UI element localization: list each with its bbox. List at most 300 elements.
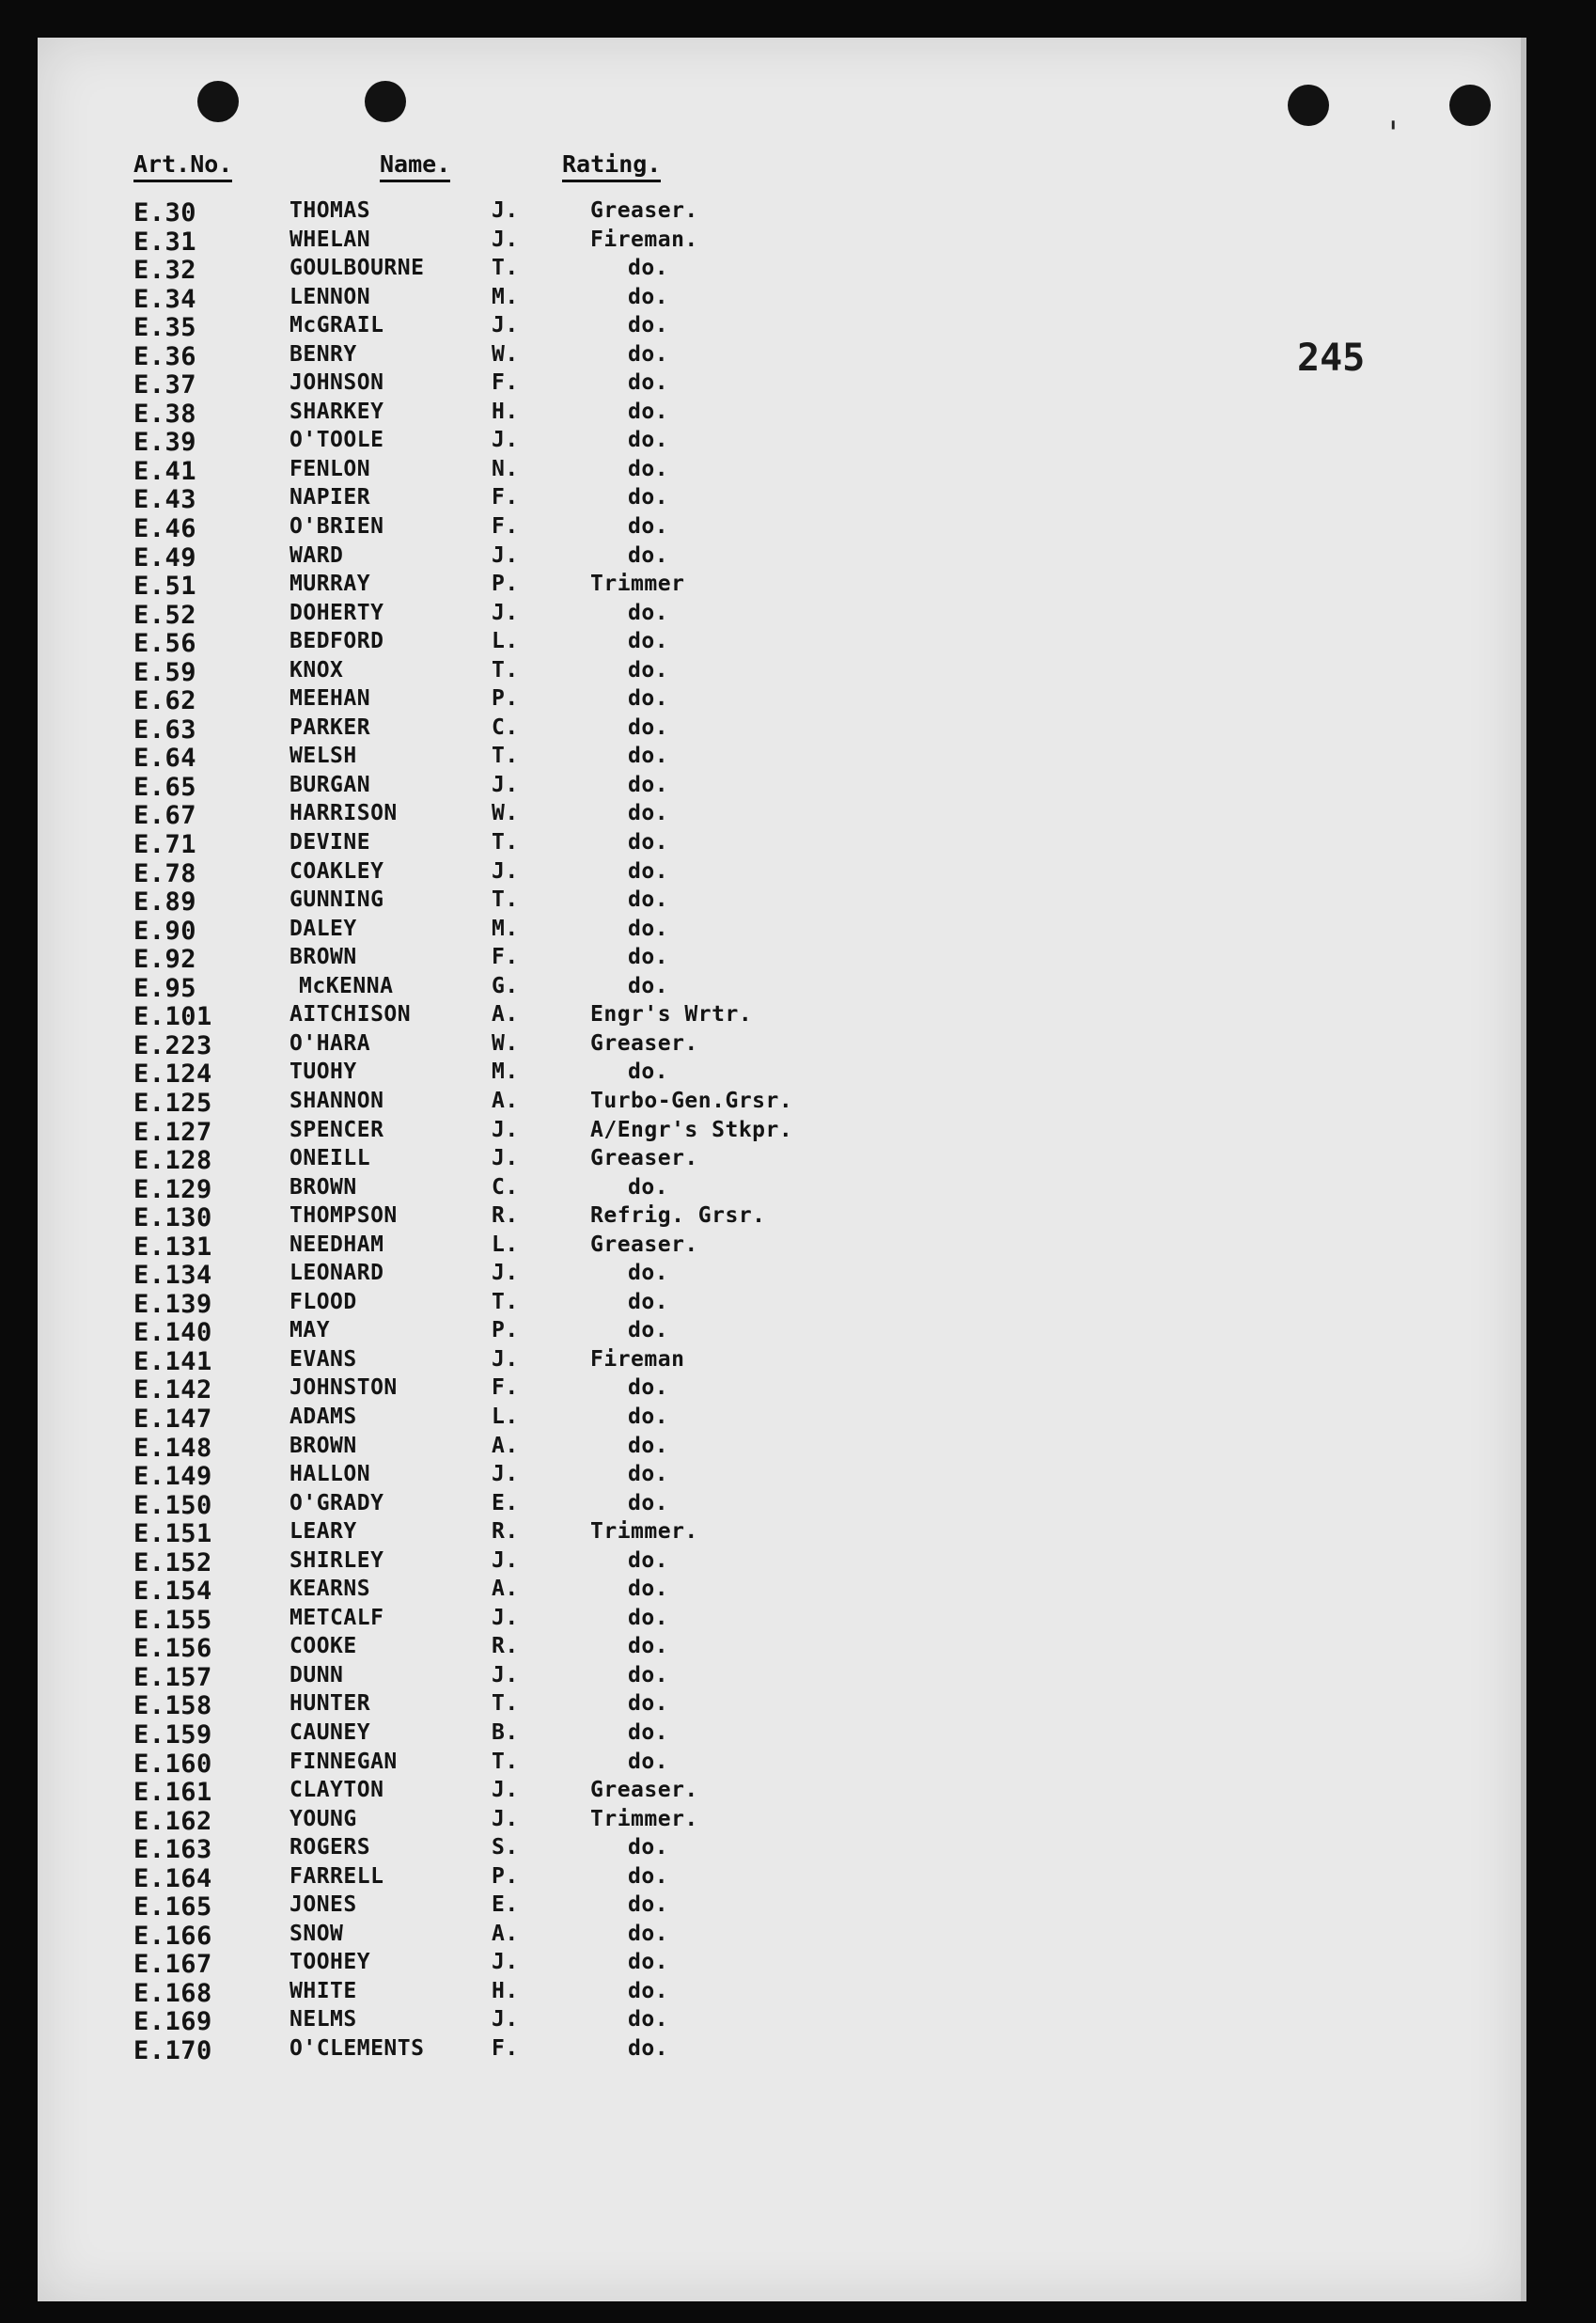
art-number: E.89 <box>133 887 197 918</box>
art-number: E.164 <box>133 1863 212 1893</box>
crew-initial: T. <box>492 657 519 683</box>
art-number: E.46 <box>133 514 197 544</box>
crew-initial: A. <box>492 1577 519 1602</box>
crew-initial: W. <box>492 801 519 826</box>
crew-rating: Greaser. <box>590 1778 698 1803</box>
crew-initial: J. <box>492 1662 519 1687</box>
art-number: E.101 <box>133 1002 212 1032</box>
crew-name: GOULBOURNE <box>289 256 425 281</box>
crew-name: WHELAN <box>289 227 371 252</box>
table-row <box>38 773 1521 802</box>
punch-hole <box>1449 85 1491 126</box>
table-row <box>38 1835 1521 1864</box>
art-number: E.159 <box>133 1719 212 1750</box>
crew-initial: J. <box>492 772 519 797</box>
crew-name: WARD <box>289 542 344 568</box>
crew-name: WHITE <box>289 1978 357 2003</box>
art-number: E.170 <box>133 2036 212 2065</box>
crew-name: O'TOOLE <box>289 428 384 453</box>
crew-initial: A. <box>492 1088 519 1113</box>
crew-rating: Refrig. Grsr. <box>590 1203 766 1229</box>
crew-rating: do. <box>628 284 669 309</box>
art-number: E.95 <box>133 973 197 1003</box>
crew-name: FINNEGAN <box>289 1749 398 1774</box>
table-row <box>38 1203 1521 1232</box>
table-row <box>38 629 1521 658</box>
art-number: E.90 <box>133 916 197 946</box>
crew-rating: do. <box>628 1634 669 1659</box>
table-row <box>38 887 1521 917</box>
crew-rating: do. <box>628 1059 669 1085</box>
table-row <box>38 285 1521 314</box>
crew-name: SNOW <box>289 1921 344 1946</box>
table-row <box>38 1261 1521 1290</box>
art-number: E.165 <box>133 1892 212 1923</box>
table-row <box>38 1405 1521 1434</box>
crew-name: MAY <box>289 1318 331 1343</box>
art-number: E.160 <box>133 1749 212 1779</box>
table-row <box>38 830 1521 859</box>
crew-name: SHIRLEY <box>289 1547 384 1573</box>
crew-initial: C. <box>492 714 519 740</box>
crew-name: COOKE <box>289 1634 357 1659</box>
crew-rating: do. <box>628 428 669 453</box>
art-number: E.142 <box>133 1375 212 1405</box>
art-number: E.166 <box>133 1921 212 1951</box>
page-edge <box>1521 38 1526 2301</box>
crew-rating: Trimmer. <box>590 1519 698 1545</box>
crew-initial: T. <box>492 1691 519 1717</box>
table-row <box>38 1491 1521 1520</box>
table-row <box>38 658 1521 687</box>
crew-rating: do. <box>628 686 669 712</box>
crew-initial: J. <box>492 1547 519 1573</box>
table-row <box>38 1347 1521 1376</box>
crew-rating: Trimmer <box>590 572 685 597</box>
art-number: E.129 <box>133 1174 212 1204</box>
table-row <box>38 1606 1521 1635</box>
crew-initial: J. <box>492 542 519 568</box>
punch-hole <box>197 81 239 122</box>
crew-name: LEARY <box>289 1519 357 1545</box>
crew-initial: J. <box>492 227 519 252</box>
art-number: E.41 <box>133 456 197 486</box>
table-row <box>38 1290 1521 1319</box>
art-number: E.134 <box>133 1261 212 1291</box>
art-number: E.147 <box>133 1404 212 1434</box>
crew-initial: J. <box>492 1346 519 1372</box>
crew-rating: Greaser. <box>590 1030 698 1056</box>
crew-initial: A. <box>492 1921 519 1946</box>
art-number: E.36 <box>133 341 197 371</box>
crew-rating: do. <box>628 887 669 913</box>
art-number: E.63 <box>133 714 197 745</box>
crew-initial: J. <box>492 1117 519 1142</box>
crew-rating: Fireman <box>590 1346 685 1372</box>
crew-name: ONEILL <box>289 1146 371 1171</box>
crew-initial: L. <box>492 1232 519 1257</box>
art-number: E.59 <box>133 657 197 687</box>
table-row <box>38 1462 1521 1491</box>
crew-initial: P. <box>492 1318 519 1343</box>
corner-mark: ' <box>1384 115 1403 152</box>
crew-name: YOUNG <box>289 1806 357 1831</box>
crew-rating: do. <box>628 1892 669 1918</box>
crew-rating: Greaser. <box>590 198 698 223</box>
crew-rating: do. <box>628 485 669 510</box>
crew-name: BROWN <box>289 1433 357 1458</box>
crew-name: CAUNEY <box>289 1719 371 1745</box>
crew-rating: do. <box>628 2007 669 2033</box>
crew-initial: B. <box>492 1719 519 1745</box>
crew-name: SHARKEY <box>289 399 384 424</box>
crew-rating: do. <box>628 1289 669 1314</box>
table-row <box>38 1375 1521 1405</box>
art-number: E.71 <box>133 830 197 860</box>
table-row <box>38 1175 1521 1204</box>
crew-name: FLOOD <box>289 1289 357 1314</box>
crew-initial: H. <box>492 399 519 424</box>
table-row <box>38 1979 1521 2008</box>
crew-name: AITCHISON <box>289 1002 412 1028</box>
crew-initial: J. <box>492 2007 519 2033</box>
crew-rating: Turbo-Gen.Grsr. <box>590 1088 793 1113</box>
crew-rating: do. <box>628 1662 669 1687</box>
art-number: E.141 <box>133 1346 212 1376</box>
crew-name: PARKER <box>289 714 371 740</box>
crew-rating: do. <box>628 1691 669 1717</box>
header-rating: Rating. <box>562 150 661 182</box>
art-number: E.154 <box>133 1577 212 1607</box>
crew-rating: do. <box>628 456 669 481</box>
crew-rating: do. <box>628 1950 669 1975</box>
art-number: E.140 <box>133 1318 212 1348</box>
table-row <box>38 1031 1521 1060</box>
crew-initial: J. <box>492 313 519 338</box>
header-art-no: Art.No. <box>133 150 232 182</box>
crew-name: DALEY <box>289 916 357 941</box>
crew-name: SPENCER <box>289 1117 384 1142</box>
page-number: 245 <box>1297 337 1366 380</box>
crew-rating: do. <box>628 1433 669 1458</box>
crew-rating: Greaser. <box>590 1146 698 1171</box>
crew-name: JONES <box>289 1892 357 1918</box>
crew-rating: do. <box>628 744 669 769</box>
crew-initial: T. <box>492 1749 519 1774</box>
crew-rating: do. <box>628 858 669 884</box>
table-row <box>38 1922 1521 1951</box>
crew-rating: Fireman. <box>590 227 698 252</box>
art-number: E.34 <box>133 284 197 314</box>
crew-rating: do. <box>628 1921 669 1946</box>
crew-initial: E. <box>492 1490 519 1515</box>
table-row <box>38 485 1521 514</box>
art-number: E.168 <box>133 1978 212 2008</box>
crew-name: HUNTER <box>289 1691 371 1717</box>
crew-name: O'GRADY <box>289 1490 384 1515</box>
crew-initial: E. <box>492 1892 519 1918</box>
art-number: E.131 <box>133 1232 212 1262</box>
art-number: E.78 <box>133 858 197 888</box>
crew-name: BURGAN <box>289 772 371 797</box>
art-number: E.39 <box>133 428 197 458</box>
art-number: E.92 <box>133 945 197 975</box>
crew-rating: do. <box>628 801 669 826</box>
art-number: E.124 <box>133 1059 212 1090</box>
crew-name: GUNNING <box>289 887 384 913</box>
table-row <box>38 1232 1521 1262</box>
crew-initial: J. <box>492 1462 519 1487</box>
crew-name: ROGERS <box>289 1835 371 1860</box>
table-row <box>38 256 1521 285</box>
crew-name: O'CLEMENTS <box>289 2036 425 2061</box>
crew-initial: G. <box>492 973 519 998</box>
crew-name: McKENNA <box>299 973 394 998</box>
art-number: E.128 <box>133 1146 212 1176</box>
crew-name: O'BRIEN <box>289 514 384 540</box>
table-row <box>38 1750 1521 1779</box>
table-row <box>38 715 1521 745</box>
crew-rating: do. <box>628 772 669 797</box>
crew-initial: F. <box>492 514 519 540</box>
crew-rating: do. <box>628 256 669 281</box>
art-number: E.31 <box>133 227 197 257</box>
crew-rating: do. <box>628 370 669 396</box>
art-number: E.65 <box>133 772 197 802</box>
table-row <box>38 1807 1521 1836</box>
crew-rating: do. <box>628 1605 669 1630</box>
art-number: E.167 <box>133 1950 212 1980</box>
table-row <box>38 1434 1521 1463</box>
table-row <box>38 1691 1521 1720</box>
crew-rating: do. <box>628 714 669 740</box>
crew-initial: T. <box>492 744 519 769</box>
crew-initial: W. <box>492 341 519 367</box>
crew-initial: A. <box>492 1433 519 1458</box>
crew-name: DUNN <box>289 1662 344 1687</box>
crew-rating: Trimmer. <box>590 1806 698 1831</box>
art-number: E.161 <box>133 1778 212 1808</box>
crew-initial: J. <box>492 1806 519 1831</box>
crew-name: FARRELL <box>289 1863 384 1889</box>
table-row <box>38 400 1521 429</box>
art-number: E.125 <box>133 1088 212 1118</box>
crew-initial: J. <box>492 198 519 223</box>
table-row <box>38 342 1521 371</box>
crew-rating: do. <box>628 1978 669 2003</box>
crew-initial: J. <box>492 600 519 625</box>
crew-initial: C. <box>492 1174 519 1200</box>
crew-name: NEEDHAM <box>289 1232 384 1257</box>
crew-name: THOMAS <box>289 198 371 223</box>
table-row <box>38 917 1521 946</box>
art-number: E.43 <box>133 485 197 515</box>
art-number: E.163 <box>133 1835 212 1865</box>
table-row <box>38 744 1521 773</box>
crew-initial: F. <box>492 945 519 970</box>
crew-name: THOMPSON <box>289 1203 398 1229</box>
crew-rating: do. <box>628 1174 669 1200</box>
table-row <box>38 801 1521 830</box>
art-number: E.223 <box>133 1030 212 1060</box>
crew-rating: do. <box>628 1404 669 1429</box>
crew-initial: N. <box>492 456 519 481</box>
table-row <box>38 601 1521 630</box>
crew-initial: J. <box>492 1146 519 1171</box>
art-number: E.139 <box>133 1289 212 1319</box>
crew-initial: L. <box>492 629 519 654</box>
art-number: E.148 <box>133 1433 212 1463</box>
crew-rating: do. <box>628 313 669 338</box>
crew-initial: F. <box>492 2036 519 2061</box>
crew-rating: do. <box>628 1719 669 1745</box>
crew-rating: do. <box>628 916 669 941</box>
table-row <box>38 1720 1521 1750</box>
crew-name: WELSH <box>289 744 357 769</box>
crew-name: EVANS <box>289 1346 357 1372</box>
crew-name: JOHNSTON <box>289 1375 398 1401</box>
crew-initial: F. <box>492 370 519 396</box>
crew-name: FENLON <box>289 456 371 481</box>
crew-rating: do. <box>628 629 669 654</box>
crew-initial: J. <box>492 858 519 884</box>
table-row <box>38 1548 1521 1577</box>
crew-rating: do. <box>628 1375 669 1401</box>
table-row <box>38 686 1521 715</box>
table-row <box>38 1059 1521 1089</box>
art-number: E.49 <box>133 542 197 573</box>
crew-name: KNOX <box>289 657 344 683</box>
table-row <box>38 1577 1521 1606</box>
table-row <box>38 2007 1521 2036</box>
punch-hole <box>365 81 406 122</box>
art-number: E.152 <box>133 1547 212 1577</box>
crew-rating: do. <box>628 514 669 540</box>
crew-initial: H. <box>492 1978 519 2003</box>
crew-initial: J. <box>492 1261 519 1286</box>
table-row <box>38 313 1521 342</box>
table-row <box>38 1002 1521 1031</box>
crew-name: BENRY <box>289 341 357 367</box>
table-row <box>38 1118 1521 1147</box>
crew-name: DOHERTY <box>289 600 384 625</box>
crew-rating: do. <box>628 399 669 424</box>
crew-rating: do. <box>628 341 669 367</box>
crew-initial: F. <box>492 1375 519 1401</box>
document-page <box>38 38 1521 2301</box>
crew-initial: J. <box>492 1605 519 1630</box>
crew-name: TUOHY <box>289 1059 357 1085</box>
table-row <box>38 945 1521 974</box>
table-row <box>38 228 1521 257</box>
art-number: E.38 <box>133 399 197 429</box>
crew-rating: do. <box>628 1261 669 1286</box>
crew-name: COAKLEY <box>289 858 384 884</box>
table-row <box>38 1778 1521 1807</box>
crew-rating: do. <box>628 1318 669 1343</box>
table-row <box>38 457 1521 486</box>
art-number: E.157 <box>133 1662 212 1692</box>
crew-name: LEONARD <box>289 1261 384 1286</box>
crew-initial: L. <box>492 1404 519 1429</box>
crew-initial: J. <box>492 1778 519 1803</box>
crew-initial: A. <box>492 1002 519 1028</box>
art-number: E.156 <box>133 1634 212 1664</box>
table-row <box>38 974 1521 1003</box>
crew-rating: do. <box>628 830 669 855</box>
table-row <box>38 370 1521 400</box>
crew-initial: S. <box>492 1835 519 1860</box>
table-row <box>38 572 1521 601</box>
crew-rating: do. <box>628 1835 669 1860</box>
table-row <box>38 1089 1521 1118</box>
crew-initial: T. <box>492 1289 519 1314</box>
table-row <box>38 543 1521 573</box>
crew-name: HARRISON <box>289 801 398 826</box>
art-number: E.130 <box>133 1203 212 1233</box>
crew-initial: P. <box>492 686 519 712</box>
crew-initial: R. <box>492 1203 519 1229</box>
column-headers <box>38 150 1521 188</box>
crew-name: TOOHEY <box>289 1950 371 1975</box>
art-number: E.64 <box>133 744 197 774</box>
crew-rating: A/Engr's Stkpr. <box>590 1117 793 1142</box>
table-row <box>38 514 1521 543</box>
art-number: E.37 <box>133 370 197 400</box>
punch-hole <box>1288 85 1329 126</box>
crew-initial: J. <box>492 1950 519 1975</box>
table-row <box>38 198 1521 228</box>
table-row <box>38 1864 1521 1893</box>
art-number: E.32 <box>133 256 197 286</box>
art-number: E.127 <box>133 1117 212 1147</box>
crew-name: O'HARA <box>289 1030 371 1056</box>
art-number: E.155 <box>133 1605 212 1635</box>
table-row <box>38 2036 1521 2065</box>
crew-name: JOHNSON <box>289 370 384 396</box>
crew-initial: R. <box>492 1519 519 1545</box>
art-number: E.150 <box>133 1490 212 1520</box>
crew-initial: T. <box>492 830 519 855</box>
art-number: E.52 <box>133 600 197 630</box>
table-row <box>38 428 1521 457</box>
art-number: E.35 <box>133 313 197 343</box>
art-number: E.67 <box>133 801 197 831</box>
table-row <box>38 1519 1521 1548</box>
crew-initial: M. <box>492 1059 519 1085</box>
crew-initial: R. <box>492 1634 519 1659</box>
table-row <box>38 1663 1521 1692</box>
crew-initial: P. <box>492 1863 519 1889</box>
crew-name: BEDFORD <box>289 629 384 654</box>
table-row <box>38 1634 1521 1663</box>
art-number: E.169 <box>133 2007 212 2037</box>
header-name: Name. <box>380 150 450 182</box>
crew-name: MEEHAN <box>289 686 371 712</box>
art-number: E.62 <box>133 686 197 716</box>
crew-initial: M. <box>492 284 519 309</box>
crew-initial: J. <box>492 428 519 453</box>
crew-initial: T. <box>492 256 519 281</box>
art-number: E.30 <box>133 198 197 228</box>
crew-list <box>38 198 1521 2065</box>
crew-name: McGRAIL <box>289 313 384 338</box>
crew-name: MURRAY <box>289 572 371 597</box>
crew-rating: do. <box>628 1749 669 1774</box>
crew-name: BROWN <box>289 945 357 970</box>
crew-rating: do. <box>628 1462 669 1487</box>
crew-initial: M. <box>492 916 519 941</box>
